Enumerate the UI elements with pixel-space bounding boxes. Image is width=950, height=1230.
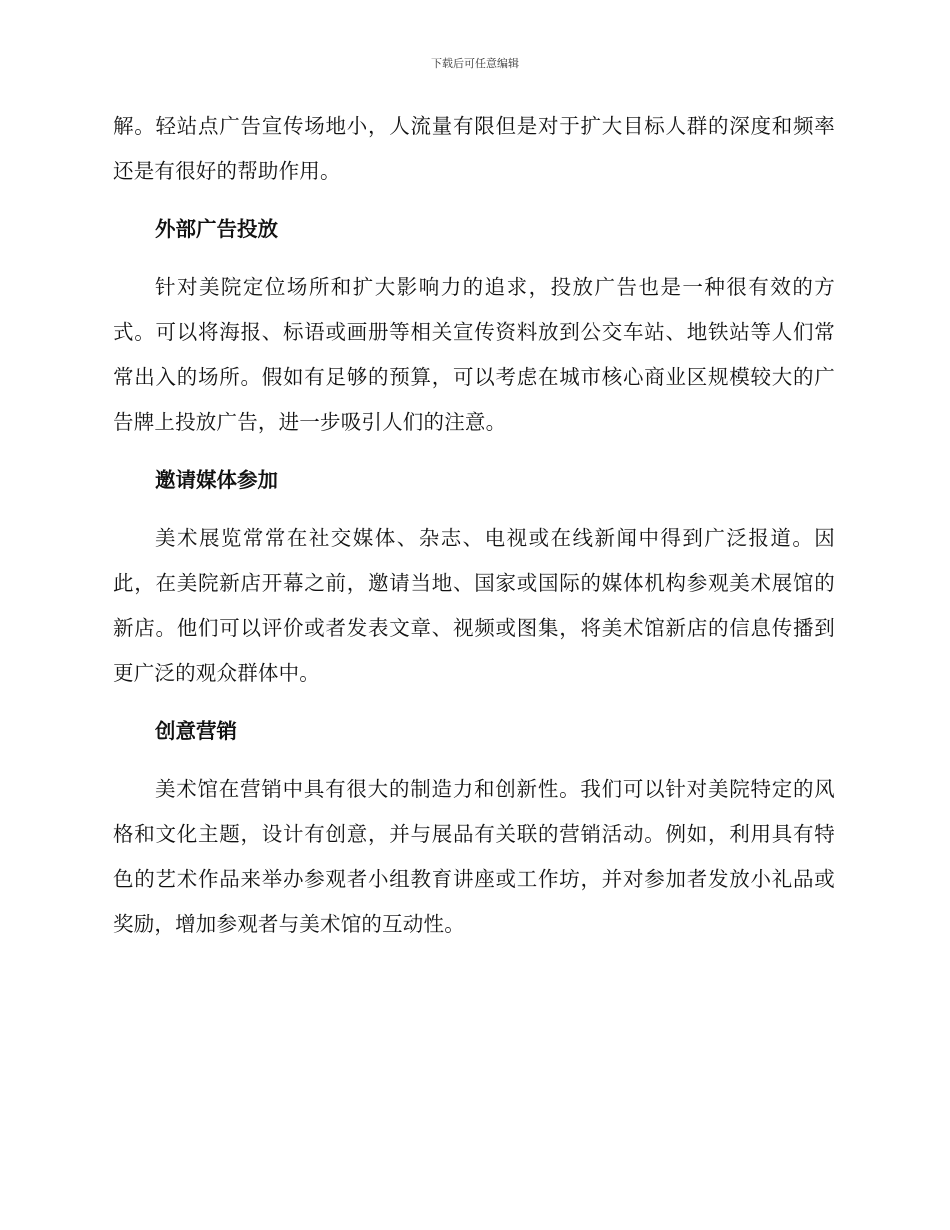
- paragraph-creative-marketing: 美术馆在营销中具有很大的制造力和创新性。我们可以针对美院特定的风格和文化主题，设计有创意，并与展品有关联的营销活动。例如，利用具有特色的艺术作品来举办参观者小组教育讲座或工作坊，并对参加者发放小礼品或奖励，增加参观者与美术馆的互动性。: [113, 777, 835, 936]
- document-body: [113, 104, 835, 960]
- section-heading-outdoor-ads: 外部广告投放: [155, 217, 278, 241]
- section-heading-invite-media: 邀请媒体参加: [155, 468, 278, 492]
- page-header: 下载后可任意编辑: [431, 57, 519, 70]
- paragraph-outdoor-ads: 针对美院定位场所和扩大影响力的追求，投放广告也是一种很有效的方式。可以将海报、标语或画册等相关宣传资料放到公交车站、地铁站等人们常常出入的场所。假如有足够的预算，可以考虑在城市核心商业区规模较大的广告牌上投放广告，进一步吸引人们的注意。: [113, 275, 835, 434]
- paragraph-continuation: 解。轻站点广告宣传场地小，人流量有限但是对于扩大目标人群的深度和频率还是有很好的帮助作用。: [113, 114, 835, 183]
- section-heading-creative-marketing: 创意营销: [155, 719, 237, 743]
- paragraph-invite-media: 美术展览常常在社交媒体、杂志、电视或在线新闻中得到广泛报道。因此，在美院新店开幕之前，邀请当地、国家或国际的媒体机构参观美术展馆的新店。他们可以评价或者发表文章、视频或图集，将美术馆新店的信息传播到更广泛的观众群体中。: [113, 526, 835, 685]
